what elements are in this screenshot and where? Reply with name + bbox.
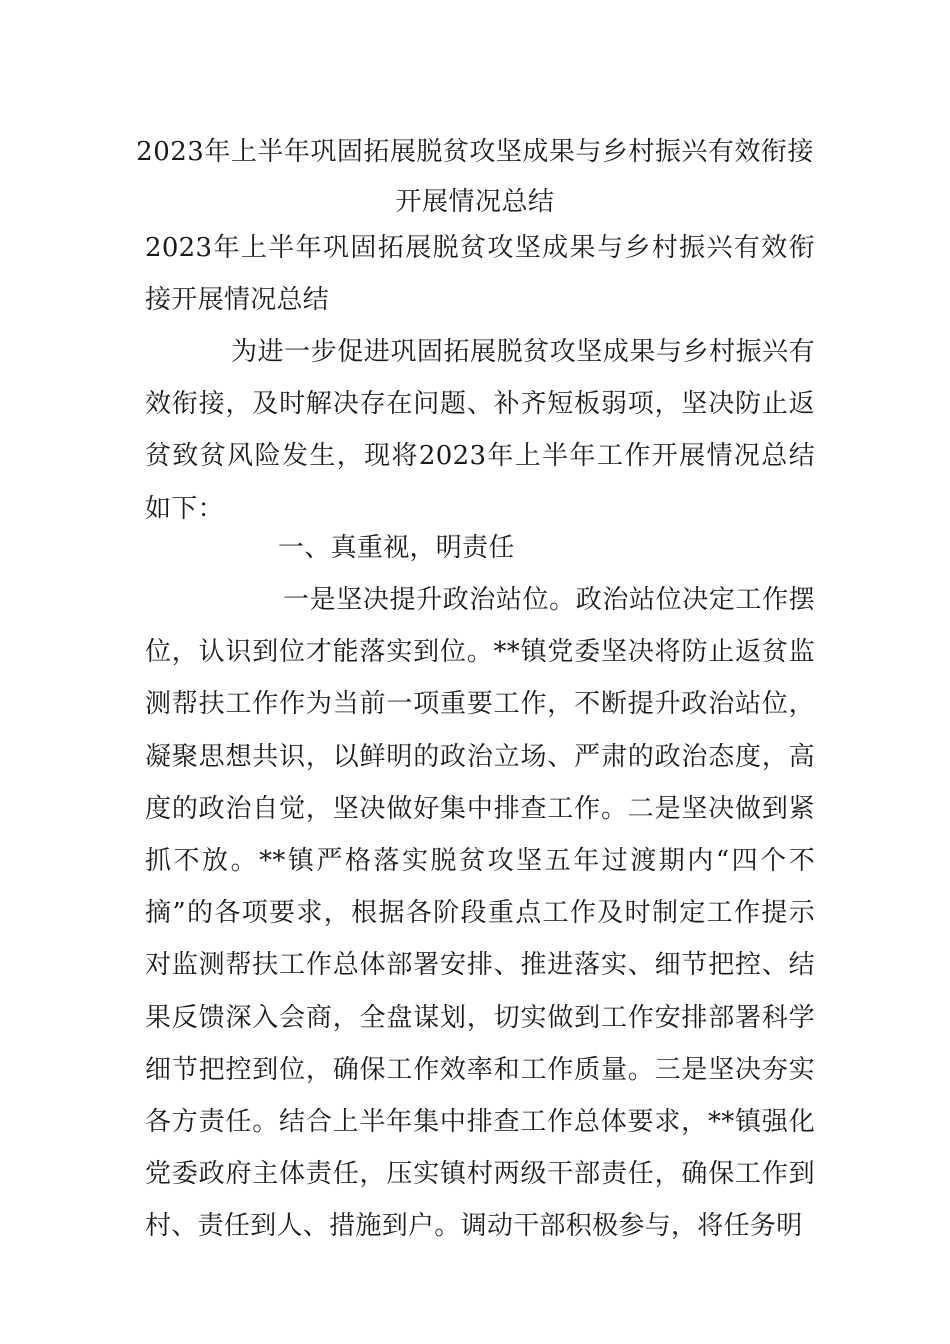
section-heading-1: 一、真重视，明责任	[278, 533, 515, 563]
document-title-line-2: 开展情况总结	[395, 187, 555, 217]
intro-paragraph: 为进一步促进巩固拓展脱贫攻坚成果与乡村振兴有效衔接，及时解决存在问题、补齐短板弱项，坚决防止返贫致贫风险发生，现将2023年上半年工作开展情况总结如下：	[145, 337, 815, 524]
document-title-line-1: 2023年上半年巩固拓展脱贫攻坚成果与乡村振兴有效衔接	[136, 137, 814, 167]
section-1-paragraph: 一是坚决提升政治站位。政治站位决定工作摆位，认识到位才能落实到位。**镇党委坚决将防止返贫监测帮扶工作作为当前一项重要工作，不断提升政治站位，凝聚思想共识，以鲜明的政治立场、严肃的政治态度，高度的政治自觉，坚决做好集中排查工作。二是坚决做到紧抓不放。**镇严格落实脱贫攻坚五年过渡期内“四个不摘”的各项要求，根据各阶段重点工作及时制定工作提示对监测帮扶工作总体部署安排、推进落实、细节把控、结果反馈深入会商，全盘谋划，切实做到工作安排部署科学细节把控到位，确保工作效率和工作质量。三是坚决夯实各方责任。结合上半年集中排查工作总体要求，**镇强化党委政府主体责任，压实镇村两级干部责任，确保工作到村、责任到人、措施到户。调动干部积极参与，将任务明	[145, 585, 815, 1242]
repeated-title: 2023年上半年巩固拓展脱贫攻坚成果与乡村振兴有效衔接开展情况总结	[145, 233, 815, 316]
